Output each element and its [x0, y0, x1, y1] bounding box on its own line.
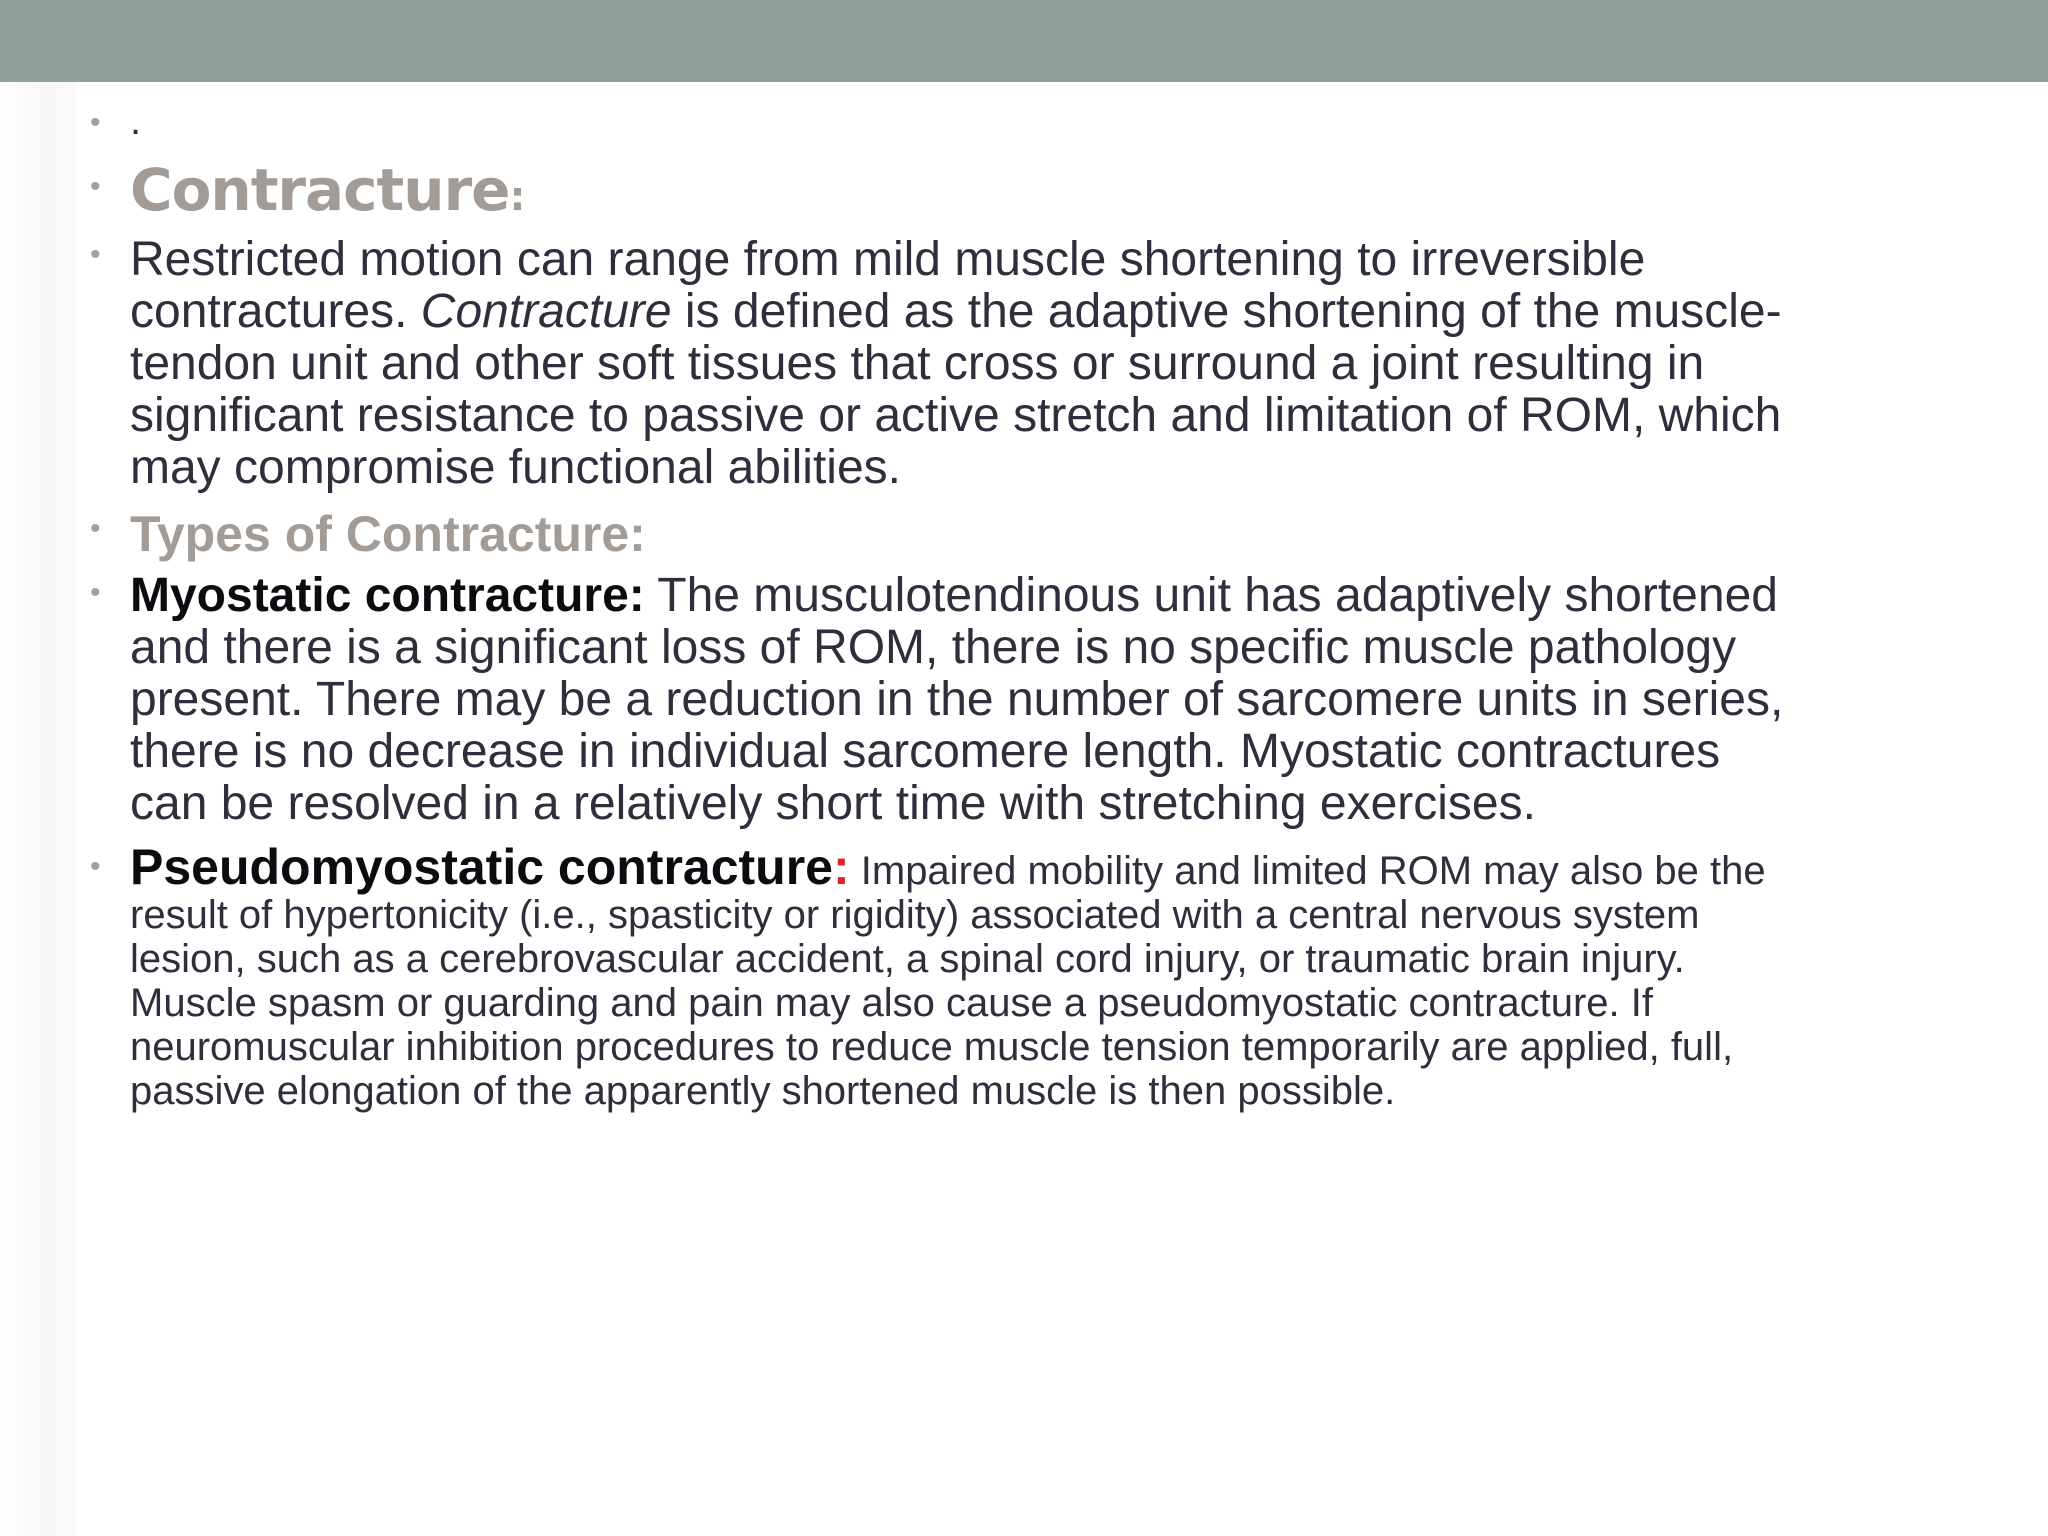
bullet-heading-contracture: [86, 152, 1786, 228]
definition-paragraph: [130, 234, 1786, 494]
bullet-icon: •: [90, 576, 101, 609]
left-margin-shade: [0, 82, 76, 1536]
heading-colon: :: [509, 174, 526, 220]
myostatic-text: The musculotendinous unit has adaptively shortened and there is a significant loss of ROM, there is no specific muscle pathology present. There may be a reduction in the number of sarcomere units in series, there is no decrease in individual sarcomere length. Myostatic contractures can be resolved in a relatively short time with stretching exercises.: [130, 569, 1784, 830]
pseudomyostatic-paragraph: [130, 839, 1786, 1113]
types-heading: Types of Contracture:: [130, 506, 646, 562]
myostatic-paragraph: [130, 570, 1786, 830]
bullet-definition: [86, 234, 1786, 494]
definition-text-2: is defined as the adaptive shortening of the muscle-tendon unit and other soft tissues that cross or surround a joint resulting in significant resistance to passive or active stretch and limitation of ROM, which may compromise functional abilities.: [130, 285, 1782, 494]
bullet-icon: •: [90, 106, 101, 139]
bullet-empty: [86, 95, 1786, 147]
bullet-pseudomyostatic: [86, 839, 1786, 1113]
bullet-icon: •: [90, 512, 101, 545]
definition-italic-term: Contracture: [420, 285, 672, 338]
slide-content: [86, 95, 1786, 1113]
definition-text-1: Restricted motion can range from mild muscle shortening to irreversible contractures.: [130, 233, 1646, 338]
title-bar: [0, 0, 2048, 82]
bullet-types-heading: [86, 504, 1786, 564]
bullet-icon: •: [90, 170, 101, 203]
bullet-myostatic: [86, 570, 1786, 830]
bullet-icon: •: [90, 850, 101, 883]
bullet-icon: •: [90, 238, 101, 271]
myostatic-term: Myostatic contracture:: [130, 569, 645, 622]
bullet-text: .: [130, 99, 142, 143]
heading-contracture: Contracture: [130, 156, 510, 224]
pseudomyostatic-text: Impaired mobility and limited ROM may also be the result of hypertonicity (i.e., spasticity or rigidity) associated with a central nervous system lesion, such as a cerebrovascular accident, a spinal cord injury, or traumatic brain injury. Muscle spasm or guarding and pain may also cause a pseudomyostatic contracture. If neuromuscular inhibition procedures to reduce muscle tension temporarily are applied, full, passive elongation of the apparently shortened muscle is then possible.: [130, 849, 1766, 1113]
pseudomyostatic-term: Pseudomyostatic contracture: [130, 839, 833, 895]
pseudomyostatic-colon: :: [832, 839, 850, 895]
